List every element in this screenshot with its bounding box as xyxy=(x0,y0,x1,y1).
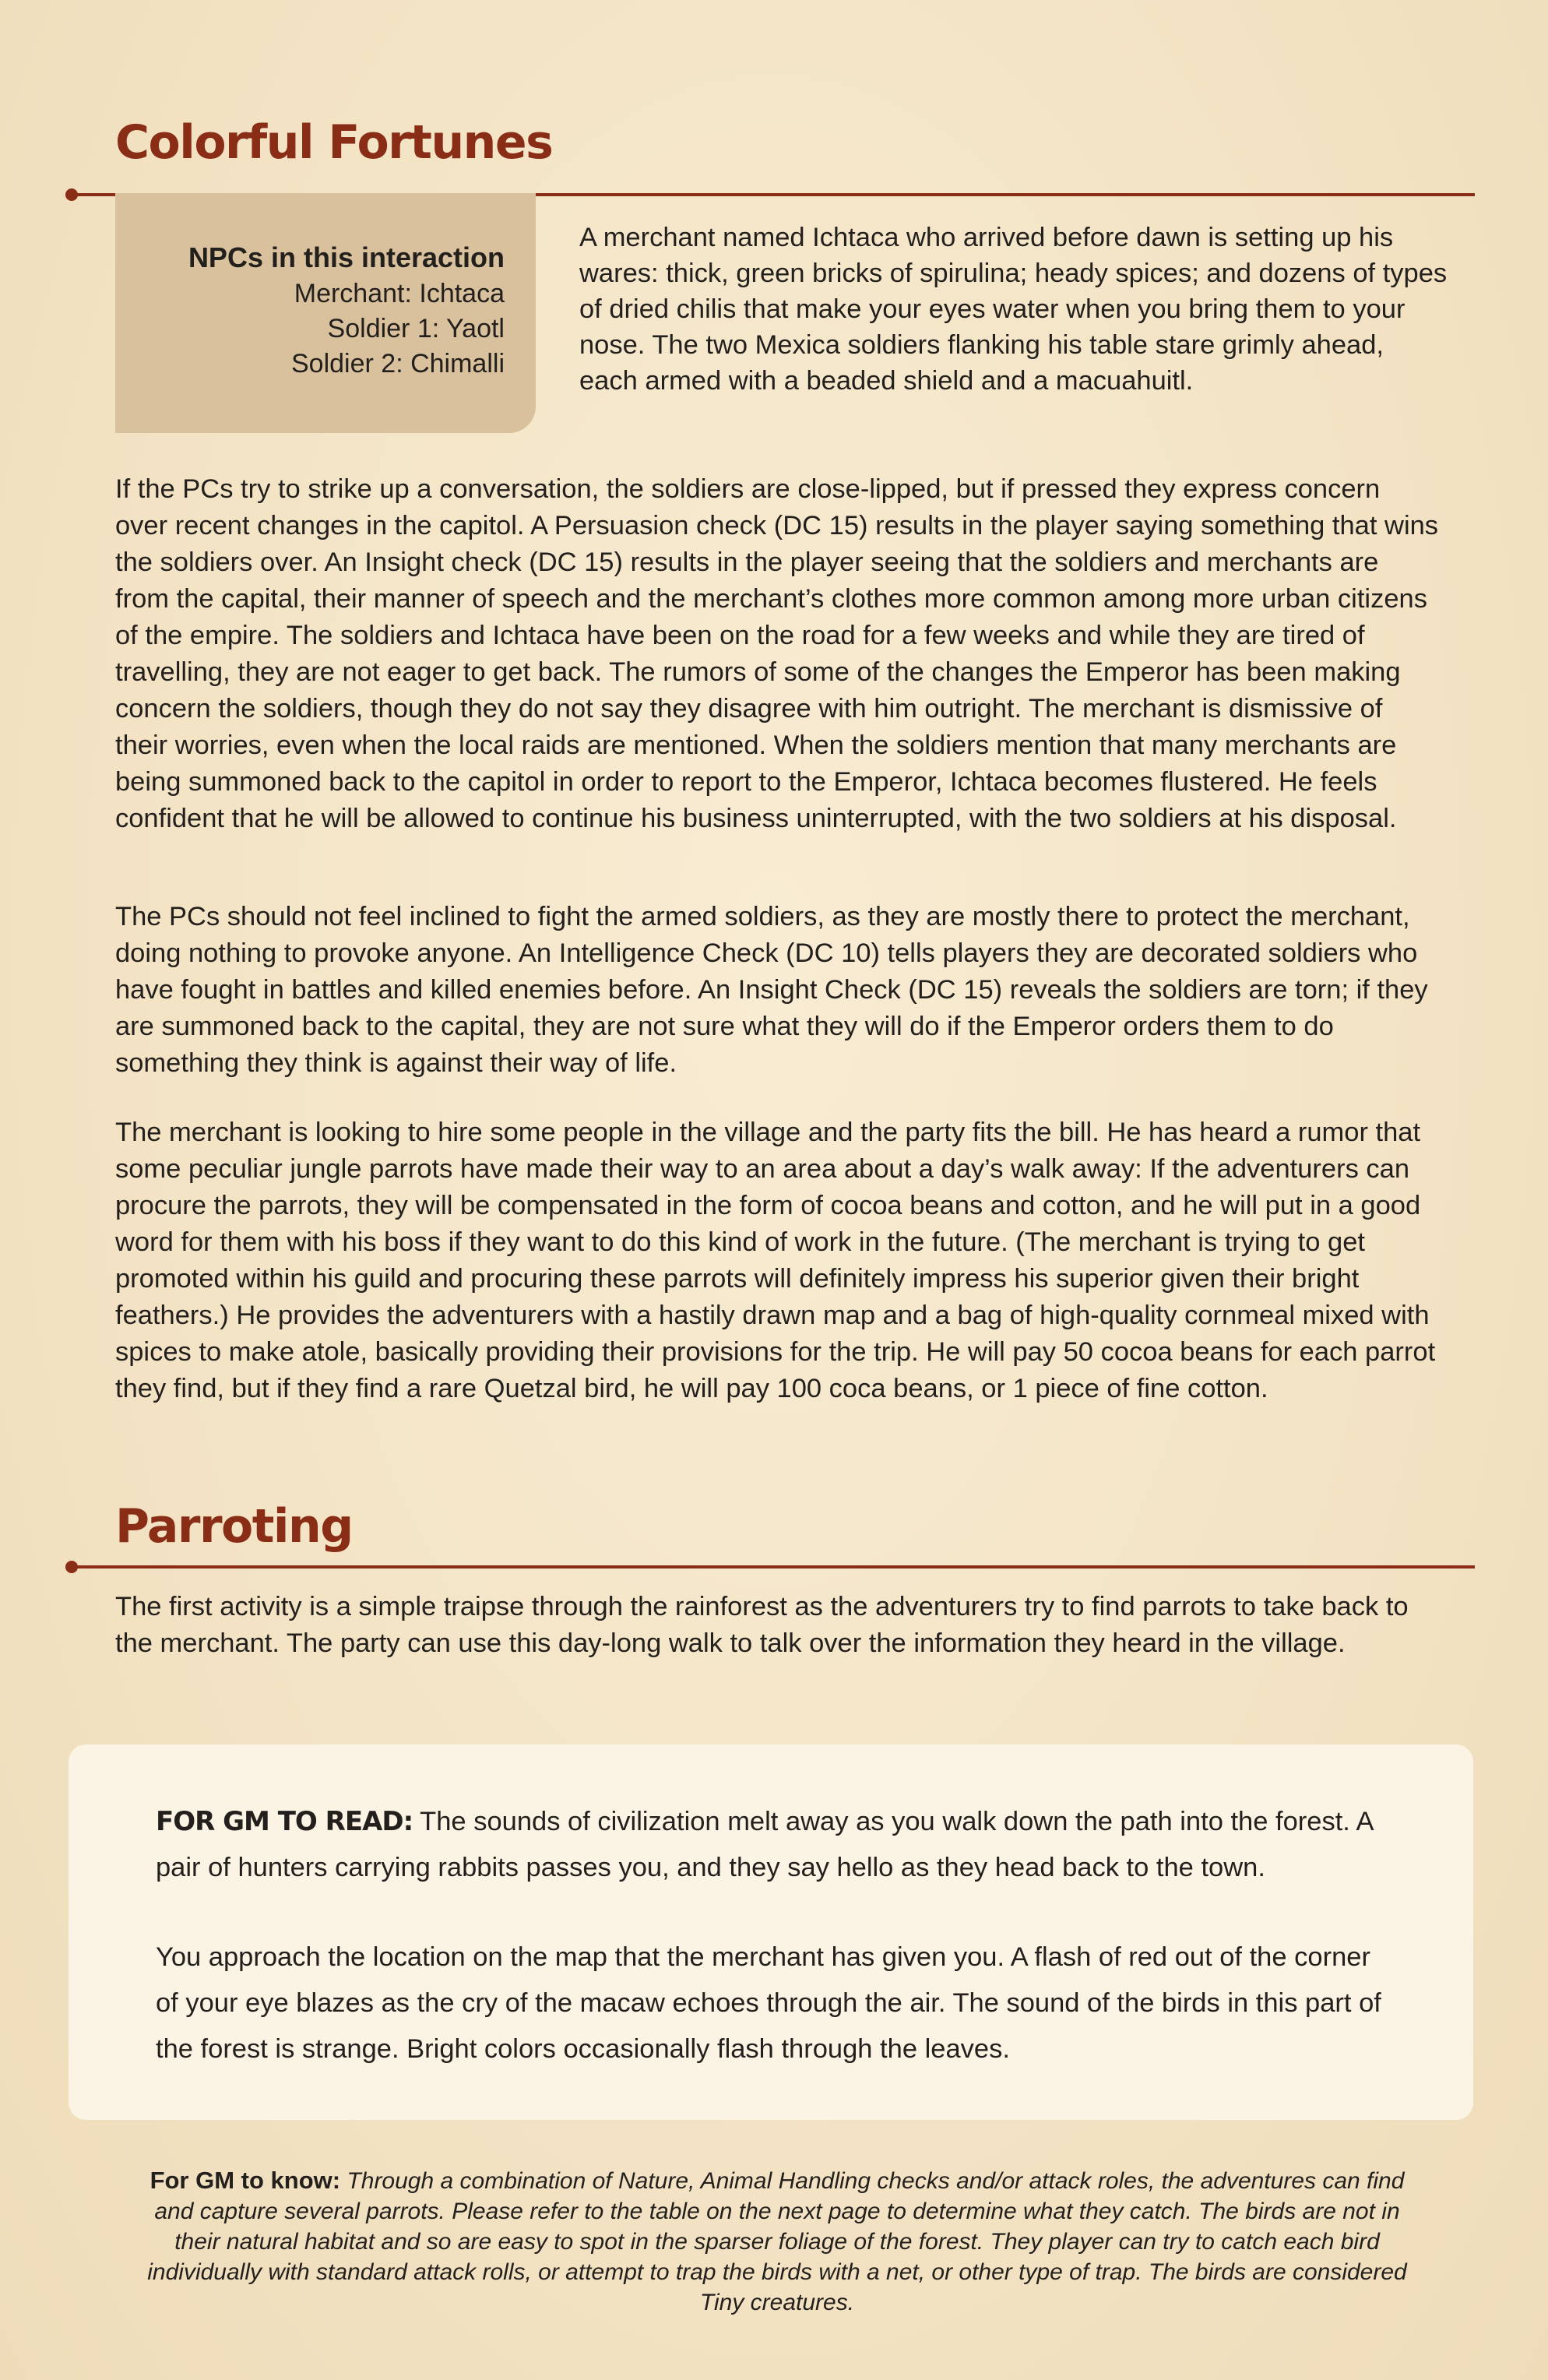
section-title-parroting: Parroting xyxy=(115,1499,353,1554)
read-aloud-text-1: The sounds of civilization melt away as you walk down the path into the forest. A pair of hunters carrying rabbits passes you, and they say hello as they head back to the town. xyxy=(156,1807,1373,1882)
read-aloud-paragraph-1 xyxy=(156,1799,1388,1891)
intro-paragraph: A merchant named Ichtaca who arrived before dawn is setting up his wares: thick, green bricks of spirulina; heady spices; and dozens of types of dried chilis that make your eyes water when you bring them to your nose. The two Mexica soldiers flanking his table stare grimly ahead, each armed with a beaded shield and a macuahuitl. xyxy=(579,223,1448,396)
paragraph-conversation: If the PCs try to strike up a conversation, the soldiers are close-lipped, but if pressed they express concern over recent changes in the capitol. A Persuasion check (DC 15) results in the player saying something that wins the soldiers over. An Insight check (DC 15) results in the player seeing that the soldiers and merchants are from the capital, their manner of speech and the merchant’s clothes more common among more urban citizens of the empire. The soldiers and Ichtaca have been on the road for a few weeks and while they are tired of travelling, they are not eager to get back. The rumors of some of the changes the Emperor has been making concern the soldiers, though they do not say they disagree with him outright. The merchant is dismissive of their worries, even when the local raids are mentioned. When the soldiers mention that many merchants are being summoned back to the capitol in order to report to the Emperor, Ichtaca becomes flustered. He feels confident that he will be allowed to continue his business uninterrupted, with the two soldiers at his disposal. xyxy=(115,474,1439,833)
npc-sidebar xyxy=(115,193,536,433)
gm-to-know-note xyxy=(131,2165,1423,2318)
section-title-colorful-fortunes: Colorful Fortunes xyxy=(115,115,553,170)
read-aloud-text-2: You approach the location on the map that the merchant has given you. A flash of red out of the corner of your eye blazes as the cry of the macaw echoes through the air. The sound of the birds in this part of the forest is strange. Bright colors occasionally flash through the leaves. xyxy=(156,1942,1381,2064)
npc-soldier-2: Soldier 2: Chimalli xyxy=(291,349,505,378)
gm-to-know-label: For GM to know: xyxy=(150,2167,341,2194)
npc-soldier-1: Soldier 1: Yaotl xyxy=(327,314,505,343)
section-divider xyxy=(69,1565,1475,1568)
gm-read-aloud-box xyxy=(69,1745,1473,2120)
npc-sidebar-title: NPCs in this interaction xyxy=(188,241,505,273)
paragraph-merchant-offer: The merchant is looking to hire some people in the village and the party fits the bill. He has heard a rumor that some peculiar jungle parrots have made their way to an area about a day’s walk away: If the adventurers can procure the parrots, they will be compensated in the form of cocoa beans and cotton, and he will put in a good word for them with his boss if they want to do this kind of work in the future. (The merchant is trying to get promoted within his guild and procuring these parrots will definitely impress his superior given their bright feathers.) He provides the adventurers with a hastily drawn map and a bag of high-quality cornmeal mixed with spices to make atole, basically providing their provisions for the trip. He will pay 50 cocoa beans for each parrot they find, but if they find a rare Quetzal bird, he will pay 100 coca beans, or 1 piece of fine cotton. xyxy=(115,1118,1436,1403)
paragraph-soldiers: The PCs should not feel inclined to fight the armed soldiers, as they are mostly there to protect the merchant, doing nothing to provoke anyone. An Intelligence Check (DC 10) tells players they are decorated soldiers who have fought in battles and killed enemies before. An Insight Check (DC 15) reveals the soldiers are torn; if they are summoned back to the capital, they are not sure what they will do if the Emperor orders them to do something they think is against their way of life. xyxy=(115,902,1428,1078)
read-aloud-label: FOR GM TO READ: xyxy=(156,1806,413,1837)
npc-merchant: Merchant: Ichtaca xyxy=(294,279,505,308)
gm-to-know-text: Through a combination of Nature, Animal Handling checks and/or attack roles, the adventures can find and capture several parrots. Please refer to the table on the next page to determine what they catch. The birds are not in their natural habitat and so are easy to spot in the sparser foliage of the forest. They player can try to catch each bird individually with standard attack rolls, or attempt to trap the birds with a net, or other type of trap. The birds are considered Tiny creatures. xyxy=(147,2168,1407,2315)
paragraph-activity-intro: The first activity is a simple traipse through the rainforest as the adventurers try to find parrots to take back to the merchant. The party can use this day-long walk to talk over the information they heard in the village. xyxy=(115,1592,1409,1658)
